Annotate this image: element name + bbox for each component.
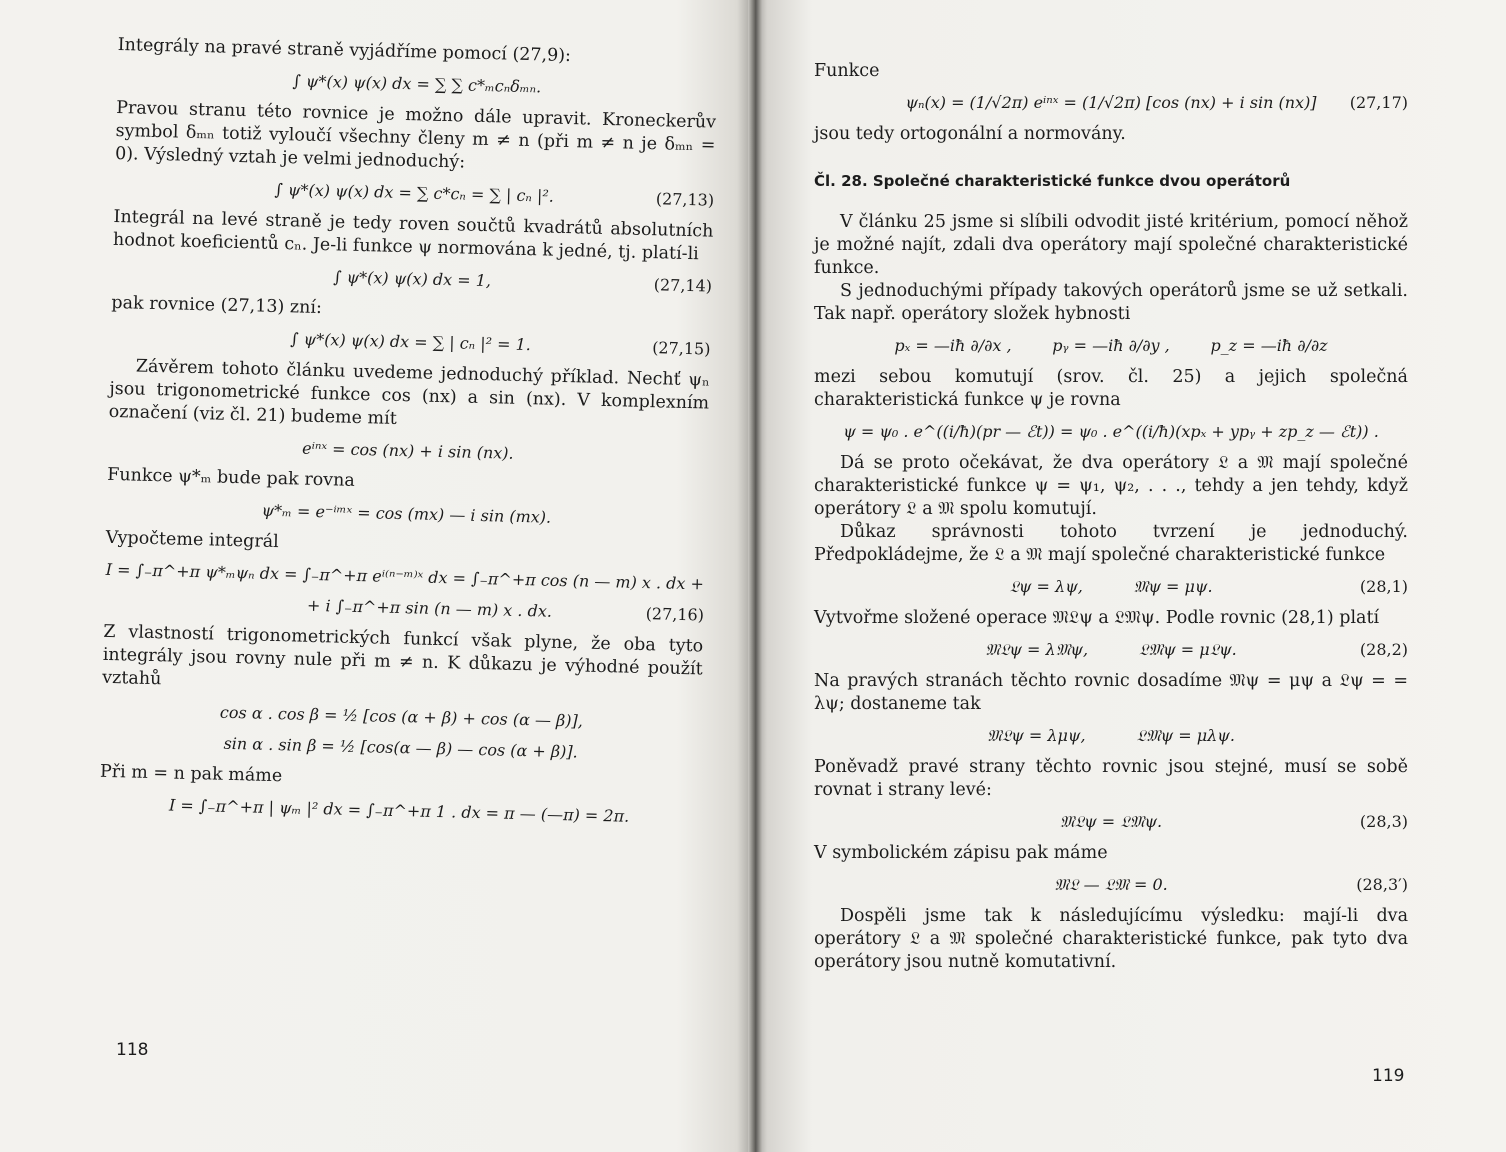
equation [105,559,705,596]
paragraph: V symbolickém zápisu pak máme [814,843,1108,863]
equation [814,92,1408,114]
paragraph: V článku 25 jsme si slíbili odvodit jisté kritérium, pomocí něhož je možné najít, zdali dva operátory mají společné charakteristické funkce. [814,212,1408,278]
paragraph: Integrály na pravé straně vyjádříme pomocí (27,9): [117,34,572,67]
equation-text: 𝔐𝔏 — 𝔏𝔐 = 0. [1054,875,1168,894]
equation-number: (27,16) [645,604,705,625]
equation [110,324,710,361]
paragraph: Pravou stranu této rovnice je možno dále upravit. Kroneckerův symbol δₘₙ totiž vyloučí všechny členy m ≠ n (při m ≠ n je δₘₙ = 0). Výsledný vztah je velmi jednoduchý: [114,97,717,173]
equation-number: (28,3′) [1356,875,1408,894]
equation-number: (28,2) [1359,640,1408,659]
right-page [752,0,1506,1152]
paragraph: jsou tedy ortogonální a normovány. [814,124,1126,144]
equation [814,639,1408,661]
equation-number: (27,13) [655,189,715,210]
equation [117,66,717,103]
equation [814,335,1408,357]
left-page [0,0,752,1152]
equation-text: I = ∫₋π^+π | ψₘ |² dx = ∫₋π^+π 1 . dx = π — (—π) = 2π. [168,795,630,826]
paragraph: Funkce [814,61,880,81]
equation [814,576,1408,598]
paragraph: Důkaz správnosti tohoto tvrzení je jednoduchý. Předpokládejme, že 𝔏 a 𝔐 mají společné charakteristické funkce [814,522,1408,565]
paragraph: Na pravých stranách těchto rovnic dosadíme 𝔐ψ = μψ a 𝔏ψ = = λψ; dostaneme tak [814,671,1408,714]
equation-text: pₓ = —iħ ∂/∂x , pᵧ = —iħ ∂/∂y , p_z = —iħ ∂/∂z [894,336,1328,355]
equation [104,590,704,627]
paragraph: Integrál na levé straně je tedy roven součtů kvadrátů absolutních hodnot koeficientů cₙ. Je-li funkce ψ normována k jedné, tj. platí-li [112,206,714,265]
equation-text: ψₙ(x) = (1/√2π) eⁱⁿˣ = (1/√2π) [cos (nx) + i sin (nx)] [905,93,1317,112]
equation [112,261,712,298]
equation-text: ∫ ψ*(x) ψ(x) dx = ∑ c*cₙ = ∑ | cₙ |². [274,179,555,206]
equation-text: + i ∫₋π^+π sin (n — m) x . dx. [255,594,553,621]
equation [114,175,714,212]
equation-text: sin α . sin β = ½ [cos(α — β) — cos (α + β)]. [223,733,578,762]
paragraph: mezi sebou komutují (srov. čl. 25) a jejich společná charakteristická funkce ψ je rovna [814,367,1408,410]
section-heading: Čl. 28. Společné charakteristické funkce dvou operátorů [814,172,1291,190]
book-gutter [748,0,762,1152]
paragraph: Při m = n pak máme [99,761,283,787]
equation [108,433,708,470]
paragraph: Poněvadž pravé strany těchto rovnic jsou stejné, musí se sobě rovnat i strany levé: [814,757,1408,800]
equation-text: ∫ ψ*(x) ψ(x) dx = ∑ ∑ c*ₘcₙδₘₙ. [292,71,542,97]
equation-text: 𝔐𝔏ψ = λ𝔐ψ, 𝔏𝔐ψ = μ𝔏ψ. [985,640,1237,659]
equation-text: 𝔐𝔏ψ = 𝔏𝔐ψ. [1059,812,1163,831]
equation-number: (27,15) [651,338,711,359]
equation-text: ∫ ψ*(x) ψ(x) dx = ∑ | cₙ |² = 1. [290,329,532,355]
paragraph: Vypočteme integrál [105,527,280,553]
equation-text: ψ = ψ₀ . e^((i/ħ)(pr — ℰt)) = ψ₀ . e^((i/ħ)(xpₓ + ypᵧ + zp_z — ℰt)) . [843,422,1379,441]
paragraph: Funkce ψ*ₘ bude pak rovna [106,464,356,491]
equation [814,725,1408,747]
equation-text: I = ∫₋π^+π ψ*ₘψₙ dx = ∫₋π^+π eⁱ⁽ⁿ⁻ᵐ⁾ˣ dx = ∫₋π^+π cos (n — m) x . dx + [105,559,705,594]
equation [99,793,699,830]
equation-text: ∫ ψ*(x) ψ(x) dx = 1, [332,267,492,291]
left-page-number: 118 [116,1040,149,1060]
equation [101,699,701,736]
equation-number: (28,3) [1359,812,1408,831]
equation-text: cos α . cos β = ½ [cos (α + β) + cos (α — β)], [219,702,584,731]
right-page-text [814,60,1408,974]
equation [814,874,1408,896]
paragraph: pak rovnice (27,13) zní: [111,292,323,319]
paragraph: Dospěli jsme tak k následujícímu výsledku: mají-li dva operátory 𝔏 a 𝔐 společné charakteristické funkce, pak tyto dva operátory jsou nutně komutativní. [814,906,1408,972]
equation-text: 𝔐𝔏ψ = λμψ, 𝔏𝔐ψ = μλψ. [987,726,1235,745]
equation [106,496,706,533]
equation [814,811,1408,833]
left-page-text [99,34,718,838]
equation-number: (27,17) [1349,93,1408,112]
paragraph: Z vlastností trigonometrických funkcí však plyne, že oba tyto integrály jsou rovny nule při m ≠ n. K důkazu je výhodné použít vztahů [102,621,704,690]
equation [100,730,700,767]
equation-text: eⁱⁿˣ = cos (nx) + i sin (nx). [301,438,514,463]
paragraph: S jednoduchými případy takových operátorů jsme se už setkali. Tak např. operátory složek hybnosti [814,281,1408,324]
equation-number: (28,1) [1359,577,1408,596]
right-page-number: 119 [1372,1066,1405,1086]
paragraph: Vytvořme složené operace 𝔐𝔏ψ a 𝔏𝔐ψ. Podle rovnic (28,1) platí [814,608,1380,628]
equation-number: (27,14) [653,275,713,296]
equation-text: ψ*ₘ = e⁻ⁱᵐˣ = cos (mx) — i sin (mx). [261,500,552,527]
equation [814,421,1408,443]
equation-text: 𝔏ψ = λψ, 𝔐ψ = μψ. [1009,577,1213,596]
paragraph: Závěrem tohoto článku uvedeme jednoduchý příklad. Nechť ψₙ jsou trigonometrické funkce cos (nx) a sin (nx). V komplexním označení (viz čl. 21) budeme mít [108,356,710,429]
paragraph: Dá se proto očekávat, že dva operátory 𝔏 a 𝔐 mají společné charakteristické funkce ψ = ψ₁, ψ₂, . . ., tehdy a jen tehdy, když operátory 𝔏 a 𝔐 spolu komutují. [814,453,1408,519]
